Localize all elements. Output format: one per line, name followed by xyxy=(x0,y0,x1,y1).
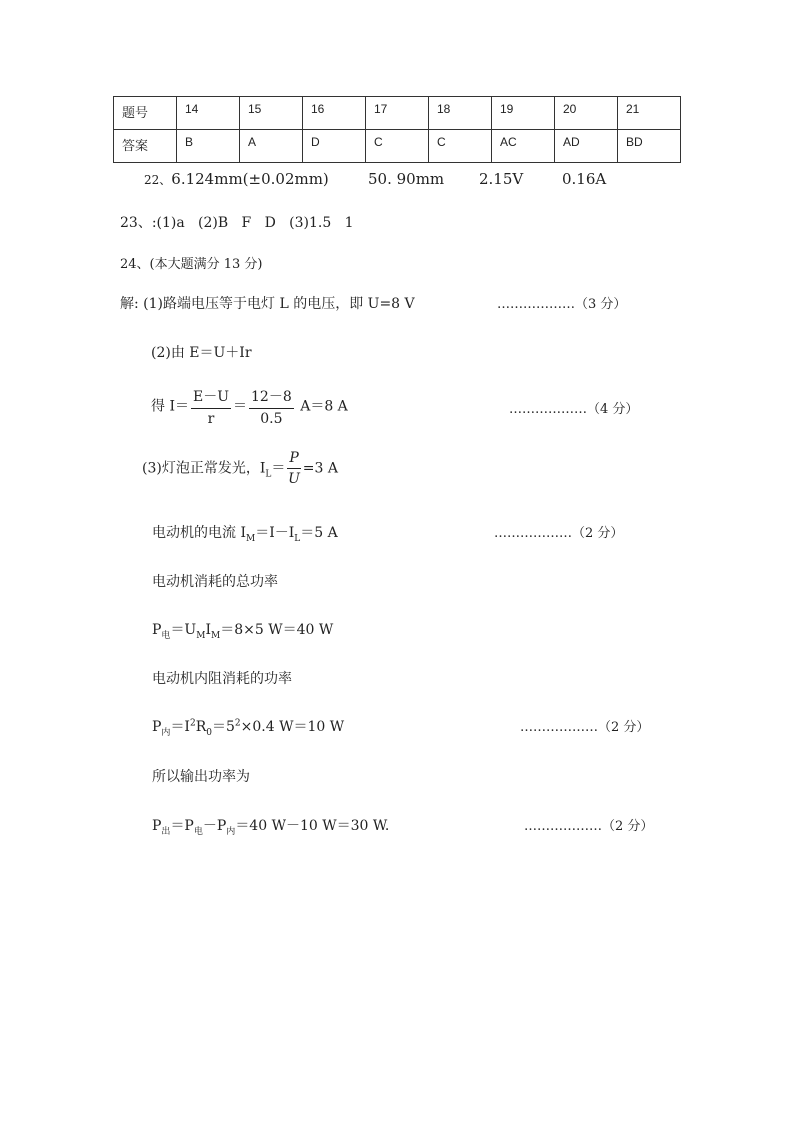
subscript: 出 xyxy=(161,826,171,837)
fraction-e-minus-u-over-r xyxy=(191,386,231,427)
text-part: ＝5 A xyxy=(300,525,338,541)
q23-line: 23、:(1)a (2)B F D (3)1.5 1 xyxy=(120,215,354,231)
table-cell: D xyxy=(303,130,366,163)
table-cell: AC xyxy=(492,130,555,163)
table-cell: 16 xyxy=(303,97,366,130)
text-part: －P xyxy=(202,818,227,834)
fraction-numerator: E－U xyxy=(191,386,231,409)
subscript: 0 xyxy=(206,727,212,738)
text-part: I xyxy=(205,622,211,638)
text-part: ＝8×5 W＝40 W xyxy=(220,622,334,638)
text-part: ×0.4 W＝10 W xyxy=(240,719,345,735)
table-row-answers xyxy=(114,130,681,163)
table-cell: 21 xyxy=(618,97,681,130)
table-cell: A xyxy=(240,130,303,163)
table-cell: AD xyxy=(555,130,618,163)
table-cell: 20 xyxy=(555,97,618,130)
q22-prefix: 22、 xyxy=(144,173,172,187)
line-3-prefix: 得 I＝ xyxy=(151,398,189,415)
table-cell: 19 xyxy=(492,97,555,130)
fraction-denominator: r xyxy=(207,411,215,427)
score-2: ………………（4 分） xyxy=(509,402,639,417)
subscript: M xyxy=(196,630,206,641)
text-part: R xyxy=(195,719,207,735)
q24-line-7 xyxy=(152,619,333,641)
row-label-question-number: 题号 xyxy=(114,97,177,130)
q22-value-2: 50. 90mm xyxy=(368,170,445,188)
q24-line-11 xyxy=(152,815,389,837)
fraction-denominator: 0.5 xyxy=(260,411,283,427)
score-5: ………………（2 分） xyxy=(524,819,654,834)
text-part: P xyxy=(152,818,162,834)
line-4-suffix: =3 A xyxy=(302,460,338,477)
subscript: 内 xyxy=(226,826,236,837)
text-part: ＝I xyxy=(170,719,190,735)
text-part: ＝P xyxy=(170,818,194,834)
q24-line-6: 电动机消耗的总功率 xyxy=(152,574,278,590)
table-cell: 15 xyxy=(240,97,303,130)
subscript: L xyxy=(265,469,272,480)
text-part: ＝I－I xyxy=(255,525,295,541)
subscript: 电 xyxy=(193,826,203,837)
subscript: 内 xyxy=(161,727,171,738)
subscript: M xyxy=(245,533,256,544)
fraction-p-over-u xyxy=(287,450,300,487)
q24-line-9 xyxy=(152,716,344,738)
table-cell: C xyxy=(366,130,429,163)
row-label-answer: 答案 xyxy=(114,130,177,163)
score-4: ………………（2 分） xyxy=(520,720,650,735)
text-part: ＝5 xyxy=(211,719,235,735)
q24-line-10: 所以输出功率为 xyxy=(152,769,250,785)
subscript: L xyxy=(294,533,301,544)
q24-header: 24、(本大题满分 13 分) xyxy=(120,257,263,272)
table-row-question-numbers xyxy=(114,97,681,130)
table-cell: 17 xyxy=(366,97,429,130)
q24-line-5 xyxy=(152,522,338,544)
fraction-numerator: P xyxy=(287,450,300,469)
q22-line xyxy=(144,170,329,188)
table-cell: B xyxy=(177,130,240,163)
subscript: 电 xyxy=(161,630,171,641)
text-part: ＝U xyxy=(170,622,197,638)
q22-value-1: 6.124mm(±0.02mm) xyxy=(171,170,329,188)
text-part: P xyxy=(152,622,162,638)
q22-value-3: 2.15V xyxy=(479,170,524,188)
table-cell: 14 xyxy=(177,97,240,130)
text-part: 电动机的电流 I xyxy=(152,525,246,541)
q24-line-8: 电动机内阻消耗的功率 xyxy=(152,671,292,687)
q22-value-4: 0.16A xyxy=(562,170,607,188)
subscript: M xyxy=(211,630,221,641)
answer-table xyxy=(113,96,681,163)
score-1: ………………（3 分） xyxy=(497,297,627,312)
table-cell: C xyxy=(429,130,492,163)
text-part: ＝40 W－10 W＝30 W. xyxy=(235,818,390,834)
superscript: 2 xyxy=(189,718,196,729)
superscript: 2 xyxy=(234,718,241,729)
line-3-suffix: A＝8 A xyxy=(300,398,348,415)
text-part: P xyxy=(152,719,162,735)
q24-line-2: (2)由 E＝U＋Ir xyxy=(151,345,252,361)
line-4-prefix: (3)灯泡正常发光，I xyxy=(142,460,266,477)
fraction-numerator: 12－8 xyxy=(249,386,294,409)
fraction-denominator: U xyxy=(288,471,300,487)
q24-line-3: 得 I＝ $\frac{E-U}{r}$ ＝ $\frac{12-8}{0.5}$ A＝8 A xyxy=(151,386,348,427)
table-cell: BD xyxy=(618,130,681,163)
score-3: ………………（2 分） xyxy=(494,526,624,541)
table-cell: 18 xyxy=(429,97,492,130)
q24-line-1: 解: (1)路端电压等于电灯 L 的电压，即 U=8 V xyxy=(120,296,415,312)
q24-line-4: (3)灯泡正常发光，$I_L=$ $\frac{P}{U}$ =3 A xyxy=(142,450,338,487)
fraction-12-minus-8-over-0-5 xyxy=(249,386,294,427)
